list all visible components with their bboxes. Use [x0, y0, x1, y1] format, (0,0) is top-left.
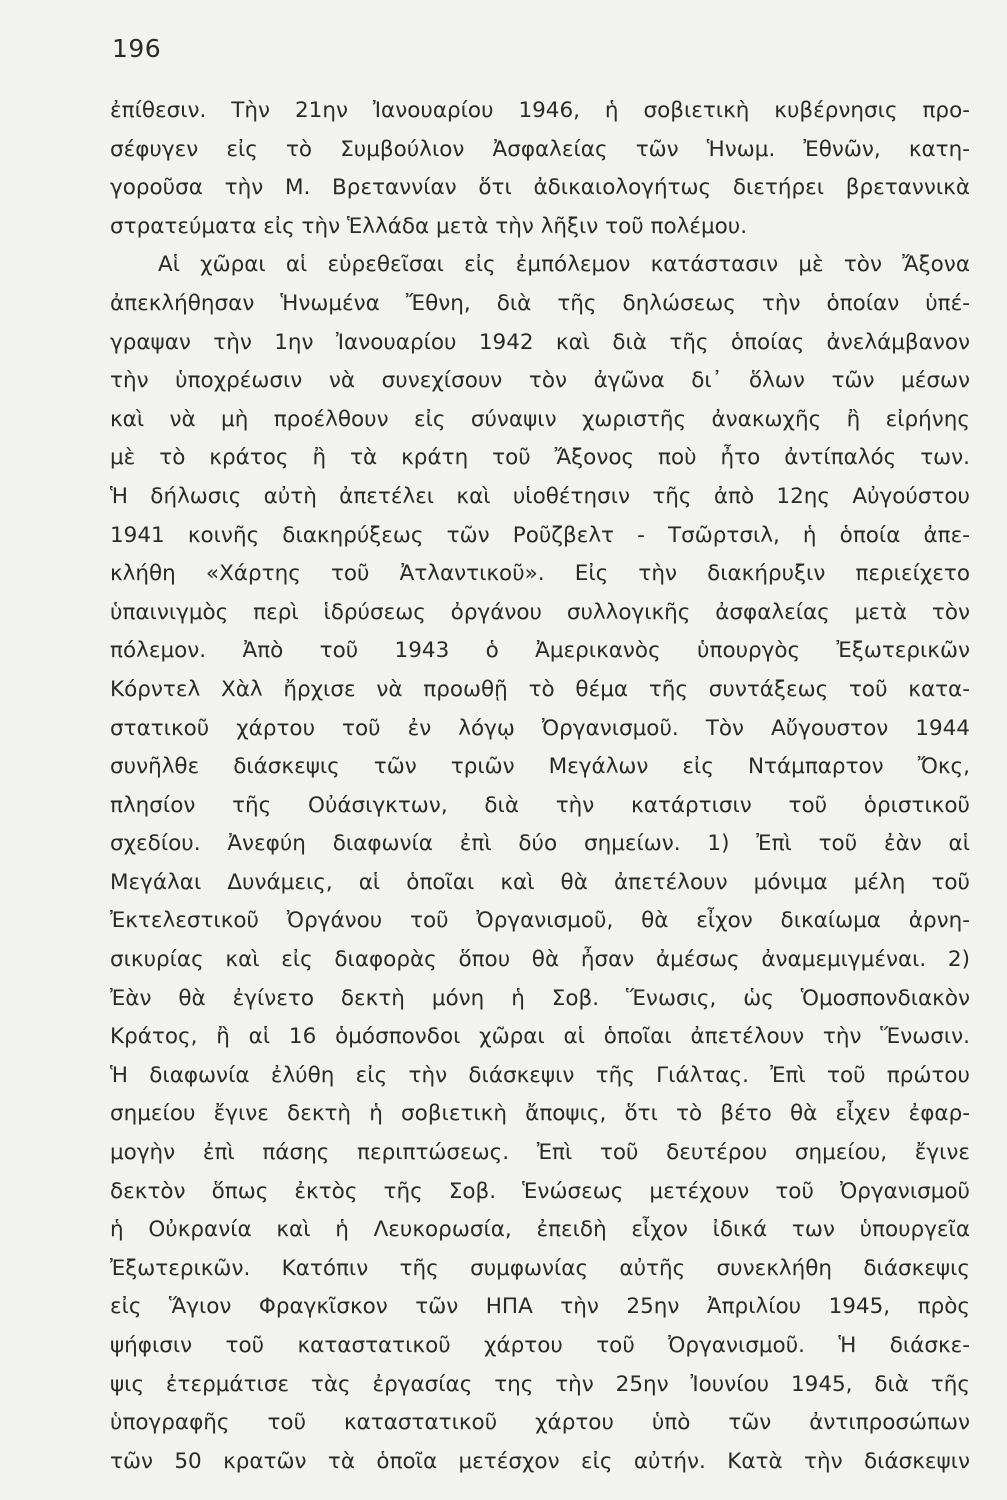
- text-line: πόλεμον. Ἀπὸ τοῦ 1943 ὁ Ἀμερικανὸς ὑπουργὸς Ἐξωτερικῶν: [110, 638, 970, 664]
- text-line: δεκτὸν ὅπως ἐκτὸς τῆς Σοβ. Ἑνώσεως μετέχουν τοῦ Ὀργανισμοῦ: [110, 1178, 970, 1204]
- text-line: σχεδίου. Ἀνεφύη διαφωνία ἐπὶ δύο σημείων. 1) Ἐπὶ τοῦ ἐὰν αἱ: [110, 831, 970, 857]
- text-line: πλησίον τῆς Οὐάσιγκτων, διὰ τὴν κατάρτισιν τοῦ ὁριστικοῦ: [110, 792, 970, 818]
- text-line: σημείου ἔγινε δεκτὴ ἡ σοβιετικὴ ἄποψις, ὅτι τὸ βέτο θὰ εἶχεν ἐφαρ-: [110, 1101, 970, 1127]
- text-line: σικυρίας καὶ εἰς διαφορὰς ὅπου θὰ ἦσαν ἀμέσως ἀναμεμιγμέναι. 2): [110, 947, 970, 973]
- text-line: συνῆλθε διάσκεψις τῶν τριῶν Μεγάλων εἰς Ντάμπαρτον Ὄκς,: [110, 754, 970, 780]
- text-line: Ἐὰν θὰ ἐγίνετο δεκτὴ μόνη ἡ Σοβ. Ἕνωσις, ὡς Ὁμοσπονδιακὸν: [110, 985, 970, 1011]
- text-line: ἡ Οὐκρανία καὶ ἡ Λευκορωσία, ἐπειδὴ εἶχον ἰδικά των ὑπουργεῖα: [110, 1217, 970, 1243]
- text-line: στρατεύματα εἰς τὴν Ἑλλάδα μετὰ τὴν λῆξιν τοῦ πολέμου.: [110, 213, 748, 239]
- text-line: καὶ νὰ μὴ προέλθουν εἰς σύναψιν χωριστῆς ἀνακωχῆς ἢ εἰρήνης: [110, 406, 970, 432]
- body-text: [110, 92, 970, 1481]
- text-line: ἐπίθεσιν. Τὴν 21ην Ἰανουαρίου 1946, ἡ σοβιετικὴ κυβέρνησις προ-: [110, 98, 970, 123]
- text-line: μογὴν ἐπὶ πάσης περιπτώσεως. Ἐπὶ τοῦ δευτέρου σημείου, ἔγινε: [110, 1140, 970, 1166]
- text-line: Κόρντελ Χὰλ ἤρχισε νὰ προωθῇ τὸ θέμα τῆς συντάξεως τοῦ κατα-: [110, 676, 970, 702]
- text-line: μὲ τὸ κράτος ἢ τὰ κράτη τοῦ Ἄξονος ποὺ ἦτο ἀντίπαλός των.: [110, 445, 970, 471]
- text-line: Ἡ δήλωσις αὐτὴ ἀπετέλει καὶ υἱοθέτησιν τῆς ἀπὸ 12ης Αὐγούστου: [110, 483, 970, 509]
- text-line: 1941 κοινῆς διακηρύξεως τῶν Ροῦζβελτ - Τσῶρτσιλ, ἡ ὁποία ἀπε-: [110, 522, 970, 548]
- text-line: σέφυγεν εἰς τὸ Συμβούλιον Ἀσφαλείας τῶν Ἡνωμ. Ἐθνῶν, κατη-: [110, 136, 970, 162]
- text-line: ὑπαινιγμὸς περὶ ἱδρύσεως ὀργάνου συλλογικῆς ἀσφαλείας μετὰ τὸν: [110, 599, 970, 625]
- text-line: Ἐκτελεστικοῦ Ὀργάνου τοῦ Ὀργανισμοῦ, θὰ εἶχον δικαίωμα ἀρνη-: [110, 908, 970, 934]
- text-line: εἰς Ἅγιον Φραγκῖσκον τῶν ΗΠΑ τὴν 25ην Ἀπριλίου 1945, πρὸς: [110, 1294, 970, 1320]
- text-line: ὑπογραφῆς τοῦ καταστατικοῦ χάρτου ὑπὸ τῶν ἀντιπροσώπων: [110, 1410, 970, 1436]
- text-line: τῶν 50 κρατῶν τὰ ὁποῖα μετέσχον εἰς αὐτήν. Κατὰ τὴν διάσκεψιν: [110, 1448, 970, 1474]
- text-line: γραψαν τὴν 1ην Ἰανουαρίου 1942 καὶ διὰ τῆς ὁποίας ἀνελάμβανον: [110, 329, 970, 355]
- text-line: κλήθη «Χάρτης τοῦ Ἀτλαντικοῦ». Εἰς τὴν διακήρυξιν περιείχετο: [110, 561, 970, 587]
- text-line: Μεγάλαι Δυνάμεις, αἱ ὁποῖαι καὶ θὰ ἀπετέλουν μόνιμα μέλη τοῦ: [110, 869, 970, 895]
- text-line: ψις ἐτερμάτισε τὰς ἐργασίας της τὴν 25ην Ἰουνίου 1945, διὰ τῆς: [110, 1371, 970, 1397]
- text-line: ψήφισιν τοῦ καταστατικοῦ χάρτου τοῦ Ὀργανισμοῦ. Ἡ διάσκε-: [110, 1333, 970, 1358]
- text-line: τὴν ὑποχρέωσιν νὰ συνεχίσουν τὸν ἀγῶνα δι᾽ ὅλων τῶν μέσων: [110, 368, 970, 394]
- text-line: γοροῦσα τὴν Μ. Βρεταννίαν ὅτι ἀδικαιολογήτως διετήρει βρεταννικὰ: [110, 175, 970, 201]
- text-line: Ἡ διαφωνία ἐλύθη εἰς τὴν διάσκεψιν τῆς Γιάλτας. Ἐπὶ τοῦ πρώτου: [110, 1062, 970, 1088]
- paragraph-start-line: Αἱ χῶραι αἱ εὑρεθεῖσαι εἰς ἐμπόλεμον κατάστασιν μὲ τὸν Ἄξονα: [158, 252, 970, 278]
- page-number: 196: [112, 34, 162, 63]
- text-line: στατικοῦ χάρτου τοῦ ἐν λόγῳ Ὀργανισμοῦ. Τὸν Αὔγουστον 1944: [110, 715, 970, 741]
- text-line: Ἐξωτερικῶν. Κατόπιν τῆς συμφωνίας αὐτῆς συνεκλήθη διάσκεψις: [110, 1255, 970, 1281]
- text-line: ἀπεκλήθησαν Ἡνωμένα Ἔθνη, διὰ τῆς δηλώσεως τὴν ὁποίαν ὑπέ-: [110, 290, 970, 316]
- text-line: Κράτος, ἢ αἱ 16 ὁμόσπονδοι χῶραι αἱ ὁποῖαι ἀπετέλουν τὴν Ἕνωσιν.: [110, 1024, 970, 1050]
